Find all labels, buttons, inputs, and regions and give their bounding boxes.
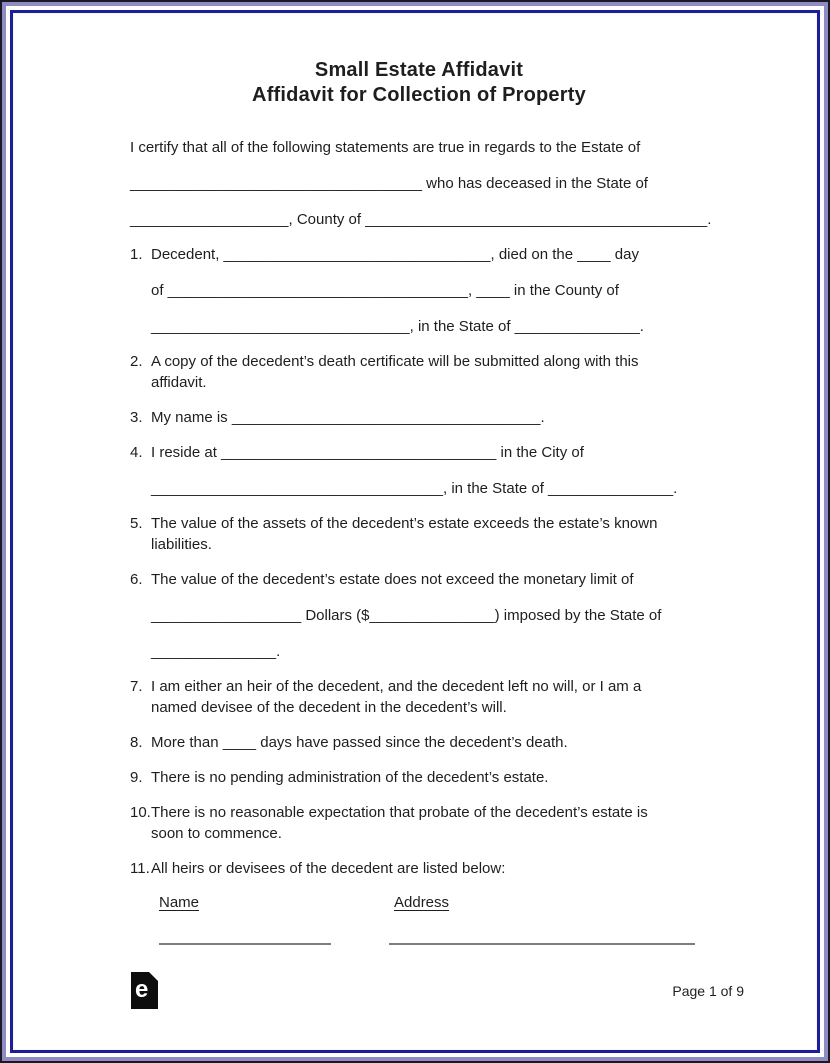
item-number: 7. [130,678,143,695]
item-line: A copy of the decedent’s death certificate will be submitted along with this [151,353,639,370]
item-line: There is no pending administration of the decedent’s estate. [151,769,549,786]
heirs-blank-row [159,927,708,945]
item-line: My name is _____________________________________. [151,409,545,426]
item-body [151,407,708,428]
heirs-name-header: Name [159,894,200,911]
item-number: 2. [130,353,143,370]
item-line: Decedent, ________________________________, died on the ____ day [151,246,639,263]
item-number: 9. [130,769,143,786]
heirs-table [159,892,708,945]
item-line: More than ____ days have passed since the decedent’s death. [151,734,568,751]
item-body [151,569,708,662]
item-body [151,351,708,393]
page-content [14,14,816,945]
heirs-address-header: Address [394,894,450,911]
item-body [151,676,708,718]
list-item-2 [130,351,708,393]
page-footer [131,972,744,1009]
item-line: liabilities. [151,536,212,553]
item-number: 4. [130,444,143,461]
item-line: I am either an heir of the decedent, and the decedent left no will, or I am a [151,678,642,695]
eforms-document-logo-icon [131,972,158,1009]
intro-line-blank-state-county: ___________________, County of _________________________________________. [130,211,712,228]
item-number: 8. [130,734,143,751]
item-line: The value of the assets of the decedent’s estate exceeds the estate’s known [151,515,658,532]
intro-line-blank-estate-name: ___________________________________ who has deceased in the State of [130,175,648,192]
page-number: Page 1 of 9 [672,982,744,999]
intro-paragraph [130,137,712,230]
item-body [151,442,708,499]
list-item-7 [130,676,708,718]
item-line: affidavit. [151,374,207,391]
item-line: The value of the decedent’s estate does not exceed the monetary limit of [151,571,634,588]
item-line: of ____________________________________, ____ in the County of [151,282,619,299]
item-line: ___________________________________, in the State of _______________. [151,480,678,497]
list-item-6 [130,569,708,662]
list-item-11 [130,858,708,879]
title-line-2: Affidavit for Collection of Property [252,84,586,106]
list-item-9 [130,767,708,788]
item-line: _______________. [151,643,281,660]
item-body [151,858,708,879]
intro-line: I certify that all of the following statements are true in regards to the Estate of [130,139,641,156]
logo-letter: e [135,976,149,1003]
item-number: 3. [130,409,143,426]
item-line: named devisee of the decedent in the decedent’s will. [151,699,507,716]
item-line: There is no reasonable expectation that probate of the decedent’s estate is [151,804,648,821]
list-item-5 [130,513,708,555]
list-item-10 [130,802,708,844]
item-body [151,767,708,788]
list-item-4 [130,442,708,499]
item-line: __________________ Dollars ($_______________) imposed by the State of [151,607,662,624]
decorative-border-gap [6,6,824,1057]
decorative-border-navy [10,10,820,1053]
item-body [151,732,708,753]
heirs-name-blank-line [159,927,331,945]
item-number: 1. [130,246,143,263]
item-line: _______________________________, in the State of _______________. [151,318,644,335]
title-line-1: Small Estate Affidavit [314,59,524,81]
list-item-3 [130,407,708,428]
page-title [130,58,708,108]
item-number: 5. [130,515,143,532]
heirs-table-header [159,892,708,913]
item-line: soon to commence. [151,825,282,842]
document-page [13,13,817,1050]
item-body [151,802,708,844]
item-body [151,513,708,555]
item-number: 10. [130,804,151,821]
item-line: I reside at _________________________________ in the City of [151,444,584,461]
heirs-address-blank-line [389,927,695,945]
item-line: All heirs or devisees of the decedent are listed below: [151,860,506,877]
item-number: 6. [130,571,143,588]
item-number: 11. [130,860,150,877]
list-item-1 [130,244,708,337]
decorative-border-lavender [2,2,828,1061]
list-item-8 [130,732,708,753]
item-body [151,244,708,337]
